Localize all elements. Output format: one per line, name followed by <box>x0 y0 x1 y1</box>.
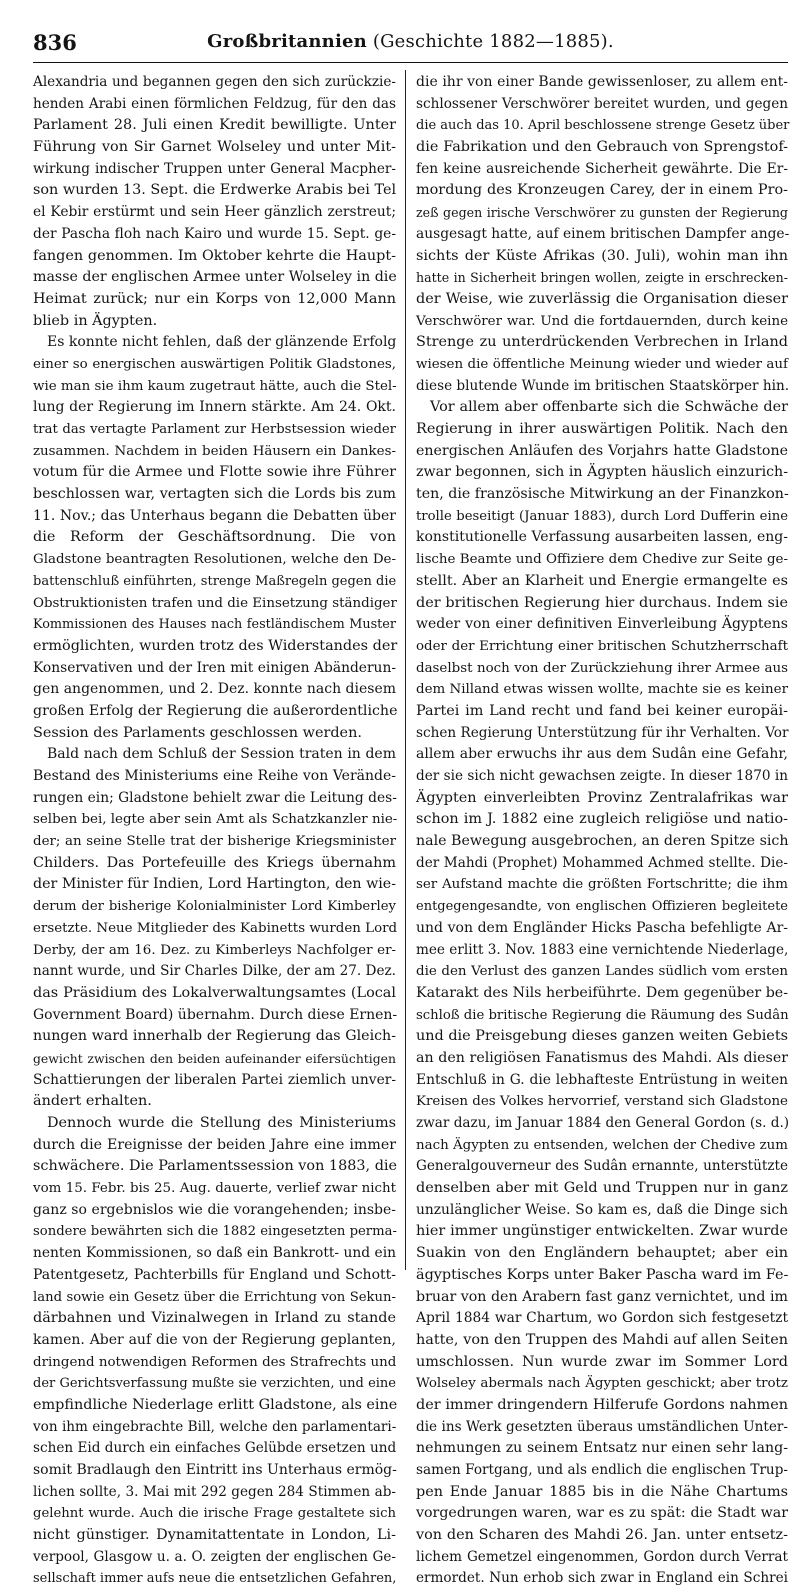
text-line: Patentgesetz, Pachterbills für England und Schott- <box>33 1266 396 1283</box>
text-line: empfindliche Niederlage erlitt Gladstone, als eine <box>33 1396 398 1413</box>
text-line: Kommissionen des Hauses nach festländischem Muster <box>33 617 396 633</box>
text-line: rungen ein; Gladstone behielt zwar die Leitung des- <box>33 789 397 806</box>
text-line: die Reform der Geschäftsordnung. Die von <box>33 529 396 546</box>
text-line: wirkung indischer Truppen unter General Macpher- <box>33 160 396 177</box>
text-line: dringend notwendigen Reformen des Strafrechts und <box>33 1354 397 1370</box>
text-line: nach Ägypten zu entsenden, welchen der Chedive zum <box>416 1137 788 1153</box>
text-line: der Minister für Indien, Lord Hartington, den wie- <box>33 876 396 893</box>
text-line: fangen genommen. Im Oktober kehrte die Haupt- <box>33 247 396 264</box>
text-line: mordung des Kronzeugen Carey, der in einem Pro- <box>416 182 788 199</box>
text-line: battenschluß einführten, strenge Maßregeln gegen die <box>33 573 397 589</box>
text-line: Government Board) übernahm. Durch diese Ernen- <box>33 1006 398 1023</box>
text-line: Strenge zu unterdrückenden Verbrechen in Irland <box>416 334 788 351</box>
text-line: an den religiösen Fanatismus des Mahdi. Als dieser <box>416 1049 788 1066</box>
text-line: el Kebir erstürmt und sein Heer gänzlich zerstreut; <box>33 204 396 221</box>
text-line: der sie sich nicht gewachsen zeigte. In dieser 1870 in <box>416 768 788 784</box>
text-line: pen Ende Januar 1885 bis in die Nähe Chartums <box>416 1483 788 1500</box>
text-line: ganz so ergebnislos wie die vorangehenden; insbe- <box>33 1201 396 1218</box>
page-number: 836 <box>33 30 77 55</box>
text-line: hatte in Sicherheit bringen wollen, zeigte in erschrecken- <box>416 270 788 286</box>
header-rule <box>33 62 788 63</box>
running-title-sub: (Geschichte 1882—1885). <box>372 31 614 52</box>
text-line: sichts der Küste Afrikas (30. Juli), wohin man ihn <box>416 247 788 264</box>
text-line: Dennoch wurde die Stellung des Ministeriums <box>47 1115 396 1131</box>
text-line: nenten Kommissionen, so daß ein Bankrott- und ein <box>33 1245 396 1262</box>
text-line: gelehnt wurde. Auch die irische Frage gestaltete sich <box>33 1506 396 1522</box>
text-line: die den Verlust des ganzen Landes südlich vom ersten <box>416 964 788 980</box>
text-line: schloß die britische Regierung die Räumung des Sudân <box>416 1007 789 1023</box>
text-line: lung der Regierung im Innern stärkte. Am 24. Okt. <box>33 399 396 416</box>
text-line: verpool, Glasgow u. a. O. zeigten der englischen Ge- <box>33 1548 396 1565</box>
text-line: unzulänglicher Weise. So kam es, daß die Dinge sich <box>416 1201 788 1218</box>
text-line: trolle beseitigt (Januar 1883), durch Lord Dufferin eine <box>416 508 788 524</box>
text-line: vorgedrungen waren, war es zu spät: die Stadt war <box>416 1505 788 1522</box>
text-line: April 1884 war Chartum, wo Gordon sich festgesetzt <box>416 1310 788 1327</box>
text-line: oder der Errichtung einer britischen Schutzherrschaft <box>416 638 788 654</box>
text-line: ägyptisches Korps unter Baker Pascha ward im Fe- <box>416 1266 789 1283</box>
text-line: wie man sie ihm kaum zugetraut hätte, auch die Stel- <box>33 378 397 394</box>
text-line: därbahnen und Vizinalwegen in Irland zu stande <box>33 1310 396 1327</box>
text-line: Kreisen des Volkes hervorrief, verstand sich Gladstone <box>416 1094 788 1110</box>
text-line: Vor allem aber offenbarte sich die Schwäche der <box>430 399 788 416</box>
text-line: durch die Ereignisse der beiden Jahre eine immer <box>33 1136 396 1153</box>
text-line: nannt wurde, und Sir Charles Dilke, der am 27. Dez. <box>33 963 396 980</box>
text-line: schen Regierung Unterstützung für ihr Verhalten. Vor <box>416 724 789 741</box>
text-line: ersetzte. Neue Mitglieder des Kabinetts wurden Lord <box>33 920 398 936</box>
text-line: umschlossen. Nun wurde zwar im Sommer Lord <box>416 1353 788 1370</box>
text-line: kamen. Aber auf die von der Regierung geplanten, <box>33 1331 396 1348</box>
text-line: schon im J. 1882 eine zugleich religiöse und natio- <box>416 811 788 828</box>
text-line: wiesen die öffentliche Meinung wieder und wieder auf <box>416 356 788 372</box>
text-line: diese blutende Wunde im britischen Staatskörper hin. <box>416 377 790 394</box>
text-line: die ins Werk gesetzten überaus umständlichen Unter- <box>416 1418 788 1435</box>
text-line: allem aber erwuchs ihr aus dem Sudân eine Gefahr, <box>416 746 788 763</box>
text-line: trat das vertagte Parlament zur Herbstsession wieder <box>33 422 396 437</box>
running-title <box>33 31 788 52</box>
text-line: ermordet. Nun erhob sich zwar in England ein Schrei <box>416 1570 788 1587</box>
text-line: Gladstone beantragten Resolutionen, welche den De- <box>33 552 396 568</box>
text-line: ten, die französische Mitwirkung an der Finanzkon- <box>416 486 789 503</box>
text-line: Entschluß in G. die lebhafteste Entrüstung in weiten <box>416 1071 788 1088</box>
text-line: energischen Anläufen des Vorjahrs hatte Gladstone <box>416 442 788 459</box>
text-line: der; an seine Stelle trat der bisherige Kriegsminister <box>33 834 396 850</box>
text-line: Regierung in ihrer auswärtigen Politik. Nach den <box>416 421 788 437</box>
left-column <box>33 72 398 1587</box>
text-line: Heimat zurück; nur ein Korps von 12,000 Mann <box>33 290 396 307</box>
text-line: lichen sollte, 3. Mai mit 292 gegen 284 Stimmen ab- <box>33 1483 396 1500</box>
text-line: daselbst noch von der Zurückziehung ihrer Armee aus <box>416 660 788 676</box>
text-line: Alexandria und begannen gegen den sich zurückzie- <box>33 74 396 90</box>
text-line: von ihm eingebrachte Bill, welche den parlamentari- <box>33 1418 397 1435</box>
text-line: großen Erfolg der Regierung die außerordentliche <box>33 702 398 719</box>
text-line: Bald nach dem Schluß der Session traten in dem <box>47 746 396 763</box>
text-line: samen Fortgang, und als endlich die englischen Trup- <box>416 1462 788 1478</box>
text-line: henden Arabi einen förmlichen Feldzug, für den das <box>33 95 396 112</box>
text-line: Session des Parlaments geschlossen werden. <box>33 724 362 741</box>
text-line: ermöglichten, wurden trotz des Widerstandes der <box>33 637 398 654</box>
text-line: die ihr von einer Bande gewissenloser, zu allem ent- <box>416 74 788 90</box>
text-line: weder von einer definitiven Einverleibung Ägyptens <box>416 616 788 633</box>
text-line: denselben aber mit Geld und Truppen nur in ganz <box>416 1180 788 1197</box>
text-line: lichem Gemetzel eingenommen, Gordon durch Verrat <box>416 1548 788 1565</box>
text-line: nehmungen zu seinem Entsatz nur einen sehr lang- <box>416 1440 788 1457</box>
text-line: dem Nilland etwas wissen wollte, machte sie es keiner <box>416 682 788 698</box>
text-line: schlossener Verschwörer bereitet wurden, und gegen <box>416 95 788 112</box>
text-line: nicht günstiger. Dynamitattentate in London, Li- <box>33 1527 396 1544</box>
text-line: der immer dringendern Hilferufe Gordons nahmen <box>416 1396 788 1413</box>
text-line: zeß gegen irische Verschwörer zu gunsten der Regierung <box>416 205 788 221</box>
text-line: zusammen. Nachdem in beiden Häusern ein Dankes- <box>33 443 396 459</box>
text-line: Generalgouverneur des Sudân ernannte, unterstützte <box>416 1158 788 1175</box>
text-line: der Pascha floh nach Kairo und wurde 15. Sept. ge- <box>33 225 396 242</box>
text-line: beschlossen war, vertagten sich die Lords bis zum <box>33 486 396 503</box>
text-line: mee erlitt 3. Nov. 1883 eine vernichtende Niederlage, <box>416 941 789 958</box>
text-line: sondere bewährten sich die 1882 eingesetzten perma- <box>33 1224 397 1240</box>
text-line: Bestand des Ministeriums eine Reihe von Verände- <box>33 768 396 784</box>
text-line: hier immer ungünstiger entwickelten. Zwar wurde <box>416 1223 788 1240</box>
text-line: einer so energischen auswärtigen Politik Gladstones, <box>33 356 396 372</box>
text-line: Katarakt des Nils herbeiführte. Dem gegenüber be- <box>416 984 788 1001</box>
text-line: bruar von den Arabern fast ganz vernichtet, und im <box>416 1288 788 1305</box>
text-line: stellt. Aber an Klarheit und Energie ermangelte es <box>416 572 788 589</box>
text-line: sellschaft immer aufs neue die entsetzlichen Gefahren, <box>33 1571 397 1587</box>
text-line: blieb in Ägypten. <box>33 312 158 329</box>
text-line: masse der englischen Armee unter Wolseley in die <box>33 269 397 286</box>
text-line: zwar begonnen, sich in Ägypten häuslich einzurich- <box>416 464 788 481</box>
text-line: ändert erhalten. <box>33 1093 152 1110</box>
text-line: der britischen Regierung hier durchaus. Indem sie <box>416 594 788 611</box>
text-line: gewicht zwischen den beiden aufeinander eifersüchtigen <box>33 1050 396 1066</box>
text-line: Schattierungen der liberalen Partei ziemlich unver- <box>33 1071 396 1088</box>
text-line: vom 15. Febr. bis 25. Aug. dauerte, verlief zwar nicht <box>33 1181 396 1197</box>
text-line: von den Scharen des Mahdi 26. Jan. unter entsetz- <box>416 1527 788 1544</box>
text-line: Führung von Sir Garnet Wolseley und unter Mit- <box>33 139 396 156</box>
text-line: Childers. Das Portefeuille des Kriegs übernahm <box>33 854 396 871</box>
text-line: Partei im Land recht und fand bei keiner europäi- <box>416 702 788 719</box>
text-line: Es konnte nicht fehlen, daß der glänzende Erfolg <box>47 334 397 351</box>
text-line: somit Bradlaugh den Eintritt ins Unterhaus ermög- <box>33 1462 397 1478</box>
text-line: Ägypten einverleibten Provinz Zentralafrikas war <box>416 789 788 806</box>
text-line: schen Eid durch ein einfaches Gelübde ersetzen und <box>33 1440 397 1457</box>
text-line: und von dem Engländer Hicks Pascha befehligte Ar- <box>416 919 788 936</box>
right-column <box>416 72 790 1587</box>
text-line: Wolseley abermals nach Ägypten geschickt; aber trotz <box>416 1376 788 1392</box>
text-line: nale Bewegung ausgebrochen, an deren Spitze sich <box>416 833 789 850</box>
text-line: der Mahdi (Prophet) Mohammed Achmed stellte. Die- <box>416 854 788 871</box>
text-line: hatte, von den Truppen des Mahdi auf allen Seiten <box>416 1331 788 1348</box>
text-line: nungen ward innerhalb der Regierung das Gleich- <box>33 1028 396 1045</box>
text-line: Derby, der am 16. Dez. zu Kimberleys Nachfolger er- <box>33 942 396 958</box>
text-line: ser Aufstand machte die größten Fortschritte; die ihm <box>416 877 788 893</box>
text-line: der Gerichtsverfassung mußte sie verzichten, und eine <box>33 1376 396 1392</box>
text-line: derum der bisherige Kolonialminister Lord Kimberley <box>33 899 396 915</box>
text-line: die Fabrikation und den Gebrauch von Sprengstof- <box>416 139 788 156</box>
text-line: Konservativen und der Iren mit einigen Abänderun- <box>33 659 396 676</box>
text-line: gen angenommen, und 2. Dez. konnte nach diesem <box>33 681 397 698</box>
text-line: lische Beamte und Offiziere dem Chedive zur Seite ge- <box>416 552 788 568</box>
text-line: Parlament 28. Juli einen Kredit bewilligte. Unter <box>33 117 396 134</box>
text-line: das Präsidium des Lokalverwaltungsamtes (Local <box>33 984 396 1001</box>
text-line: selben bei, legte aber sein Amt als Schatzkanzler nie- <box>33 812 398 828</box>
text-line: und die Preisgebung dieses ganzen weiten Gebiets <box>416 1028 788 1045</box>
column-divider <box>405 70 406 1270</box>
text-line: entgegengesandte, von englischen Offizieren begleitete <box>416 899 788 915</box>
text-line: der Weise, wie zuverlässig die Organisation dieser <box>416 290 788 307</box>
text-line: konstitutionelle Verfassung ausarbeiten lassen, eng- <box>416 529 788 546</box>
text-line: Verschwörer war. Und die fortdauernden, durch keine <box>416 313 788 329</box>
text-line: zwar dazu, im Januar 1884 den General Gordon (s. d.) <box>416 1115 790 1131</box>
text-line: land sowie ein Gesetz über die Errichtung von Sekun- <box>33 1289 396 1305</box>
text-line: ausgesagt hatte, auf einem britischen Dampfer ange- <box>416 225 790 242</box>
text-line: Obstruktionisten trafen und die Einsetzung ständiger <box>33 595 397 611</box>
text-line: schwächere. Die Parlamentssession von 1883, die <box>33 1158 398 1175</box>
running-title-main: Großbritannien <box>207 31 367 52</box>
text-line: die auch das 10. April beschlossene strenge Gesetz über <box>416 118 790 134</box>
text-line: Suakin von den Engländern behauptet; aber ein <box>416 1245 788 1262</box>
page-header <box>33 30 788 60</box>
text-line: votum für die Armee und Flotte sowie ihre Führer <box>33 464 396 481</box>
text-line: 11. Nov.; das Unterhaus begann die Debatten über <box>33 507 396 524</box>
text-line: fen keine ausreichende Sicherheit gewährte. Die Er- <box>416 160 788 177</box>
text-line: son wurden 13. Sept. die Erdwerke Arabis bei Tel <box>33 182 397 199</box>
